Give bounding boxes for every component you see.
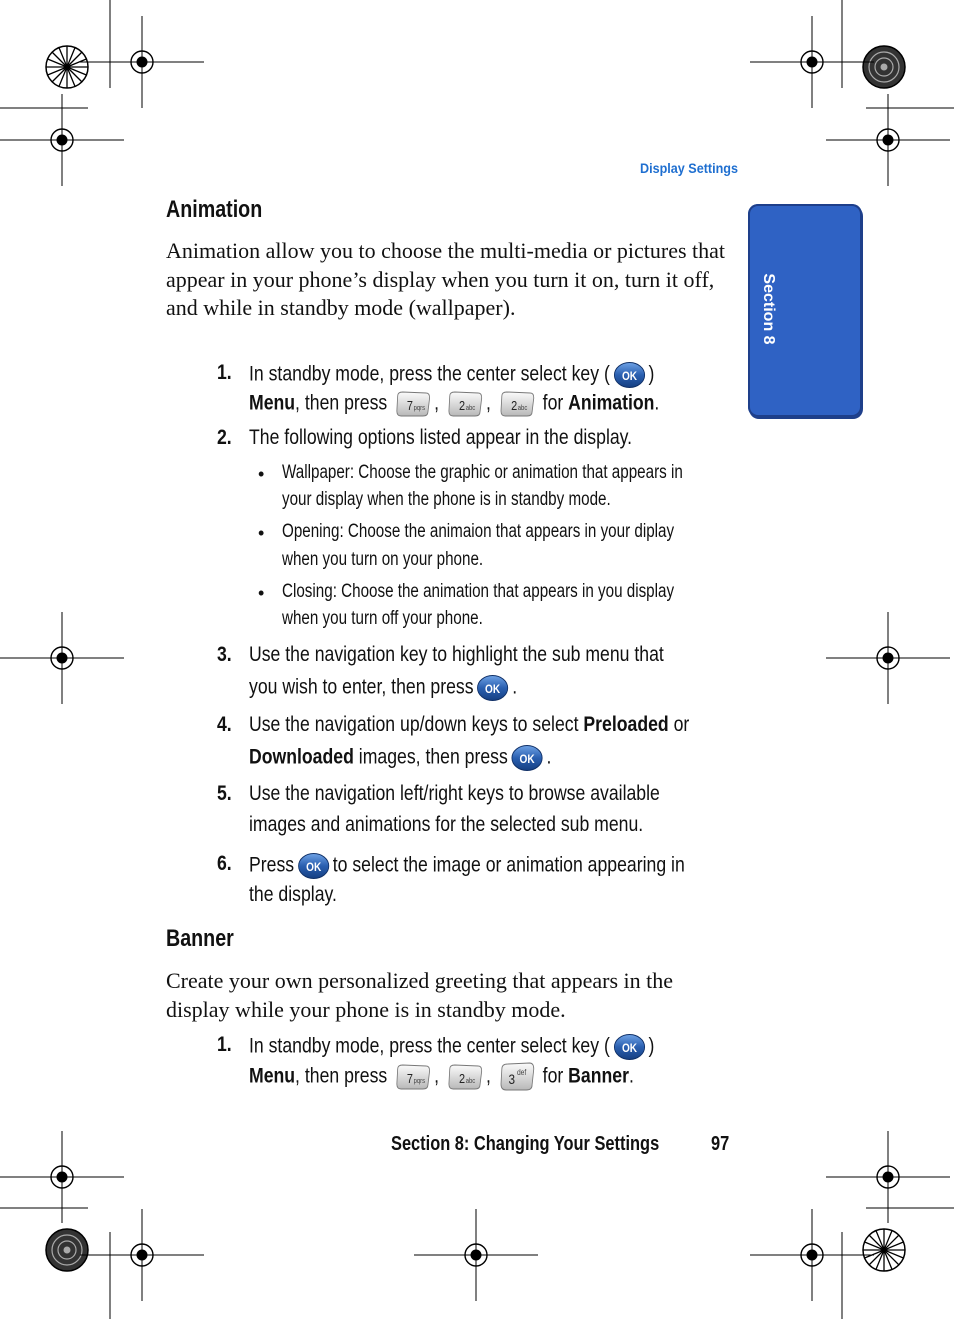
option-closing-line2: when you turn off your phone.	[282, 608, 483, 629]
svg-text:abc: abc	[517, 404, 528, 413]
animation-step5-line2: images and animations for the selected sub menu.	[249, 813, 644, 836]
animation-step1-line2: Menu, then press 7 pqrs , 2 abc , 2 abc for Animation.	[249, 390, 659, 418]
svg-text:abc: abc	[465, 404, 476, 413]
animation-step6-line2: the display.	[249, 883, 337, 906]
key-3-icon	[498, 1062, 535, 1092]
key-2-icon	[498, 390, 535, 418]
banner-heading: Banner	[166, 925, 234, 952]
running-header-section-link[interactable]: Display Settings	[639, 160, 738, 176]
svg-text:7: 7	[407, 1071, 414, 1087]
footer-chapter-title: Section 8: Changing Your Settings	[391, 1133, 660, 1155]
bullet: •	[258, 583, 265, 603]
svg-text:OK: OK	[519, 753, 535, 767]
option-closing-line1: Closing: Choose the animation that appears in you display	[282, 581, 675, 602]
svg-text:abc: abc	[465, 1077, 476, 1086]
svg-text:OK: OK	[305, 861, 321, 875]
bullet: •	[258, 464, 265, 484]
animation-step4-line1: Use the navigation up/down keys to select Preloaded or	[249, 713, 690, 736]
option-wallpaper-line2: your display when the phone is in standby mode.	[282, 489, 611, 510]
step-number: 5.	[217, 782, 232, 805]
ok-key-icon	[476, 674, 510, 702]
animation-intro: Animation allow you to choose the multi-media or pictures that appear in your phone’s display when you turn it on, turn it off, and while in standby mode (wallpaper).	[166, 238, 726, 320]
ok-key-icon	[297, 852, 331, 880]
svg-text:pqrs: pqrs	[413, 404, 426, 413]
ok-key-icon	[510, 744, 544, 772]
ok-key-icon	[612, 361, 646, 389]
option-opening-line2: when you turn on your phone.	[282, 549, 484, 570]
page-number: 97	[711, 1133, 730, 1155]
section-tab-label: Section 8	[760, 273, 777, 345]
step-number: 1.	[217, 361, 232, 384]
animation-step1-line1: In standby mode, press the center select key ( OK )	[249, 361, 654, 389]
step-number: 6.	[217, 852, 232, 875]
bullet: •	[258, 523, 265, 543]
step-number: 2.	[217, 426, 232, 449]
animation-step4-line2: Downloaded images, then press OK .	[249, 744, 551, 772]
step-number: 4.	[217, 713, 232, 736]
svg-text:OK: OK	[621, 370, 637, 384]
banner-step1-line2: Menu, then press 7 pqrs , 2 abc , 3 def for Banner.	[249, 1062, 634, 1092]
animation-step2-text: The following options listed appear in the display.	[249, 426, 633, 449]
svg-text:3: 3	[508, 1071, 515, 1088]
step-number: 3.	[217, 643, 232, 666]
key-2-icon	[446, 390, 483, 418]
key-2-icon	[446, 1063, 483, 1091]
svg-text:OK: OK	[621, 1042, 637, 1056]
svg-text:OK: OK	[485, 683, 501, 697]
option-opening-line1: Opening: Choose the animaion that appears in your diplay	[282, 521, 675, 542]
key-7-icon	[395, 390, 432, 418]
animation-step5-line1: Use the navigation left/right keys to browse available	[249, 782, 660, 805]
svg-text:7: 7	[407, 398, 414, 414]
svg-text:2: 2	[510, 398, 517, 414]
animation-step6-line1: Press OK to select the image or animation appearing in	[249, 852, 685, 880]
option-wallpaper-line1: Wallpaper: Choose the graphic or animation that appears in	[282, 462, 683, 483]
svg-text:def: def	[516, 1067, 527, 1078]
ok-key-icon	[612, 1033, 646, 1061]
svg-text:2: 2	[459, 398, 466, 414]
animation-heading: Animation	[166, 196, 263, 223]
animation-step3-line1: Use the navigation key to highlight the sub menu that	[249, 643, 664, 666]
step-number: 1.	[217, 1033, 232, 1056]
banner-step1-line1: In standby mode, press the center select key ( OK )	[249, 1033, 654, 1061]
key-7-icon	[395, 1063, 432, 1091]
svg-text:pqrs: pqrs	[413, 1077, 426, 1086]
animation-step3-line2: you wish to enter, then press OK .	[249, 674, 517, 702]
svg-text:2: 2	[459, 1071, 466, 1087]
banner-intro: Create your own personalized greeting that appears in the display while your phone is in standby mode.	[166, 968, 674, 1022]
